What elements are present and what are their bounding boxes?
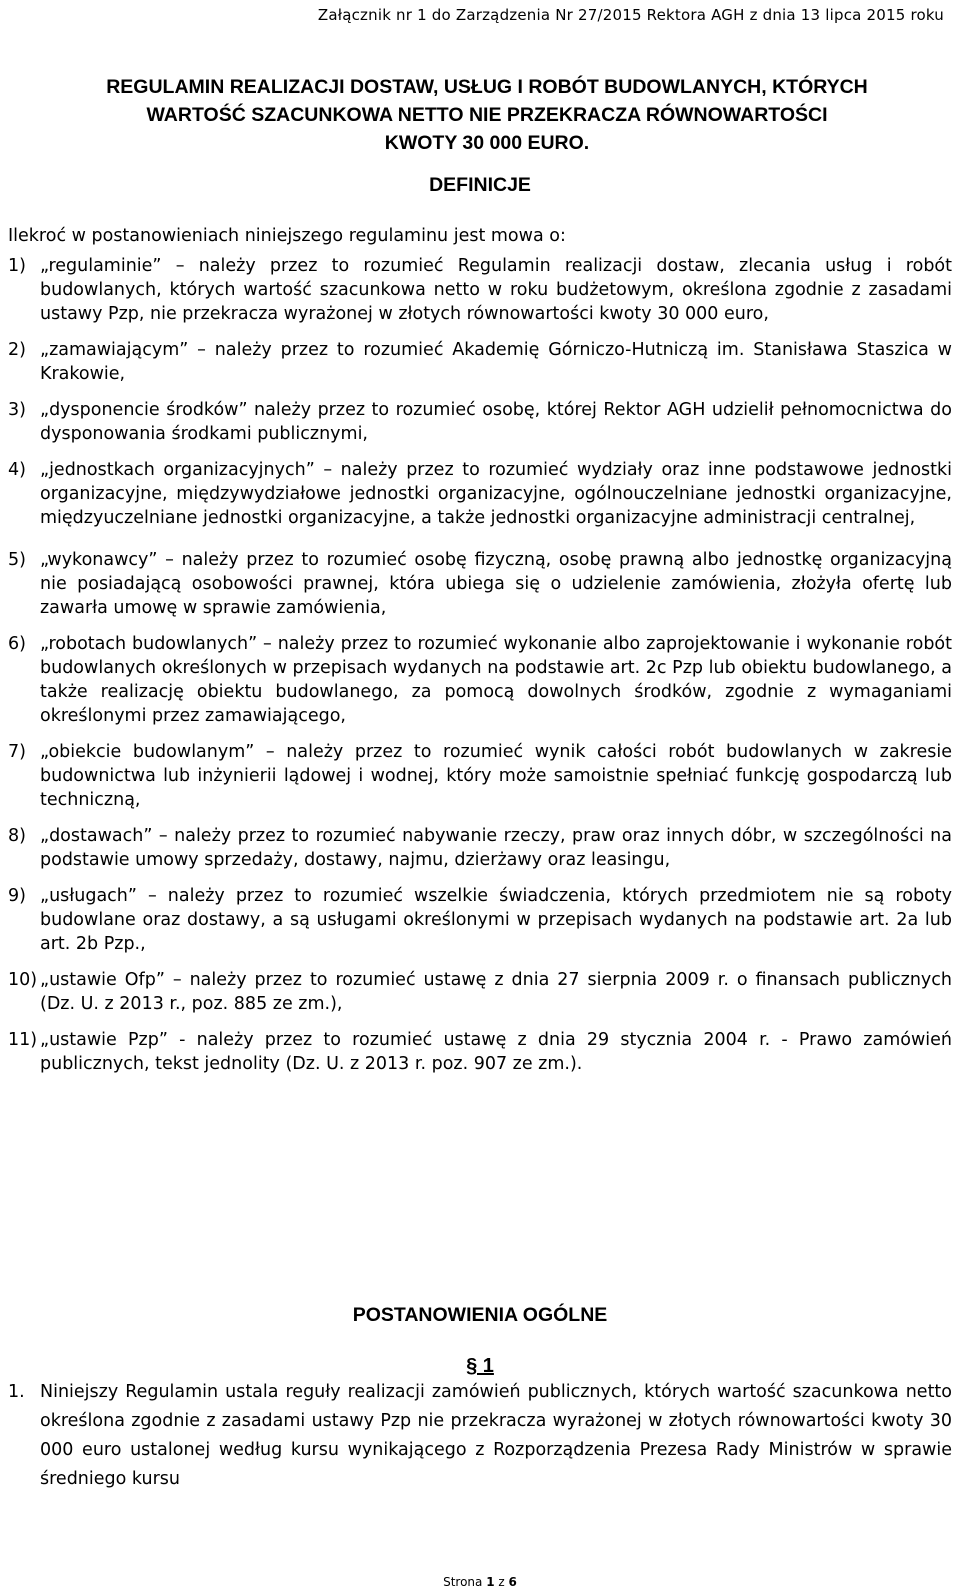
definition-text: „regulaminie” – należy przez to rozumieć Regulamin realizacji dostaw, zlecania usług i robót budowlanych, których wartość szacunkowa netto w roku budżetowym, określona zgodnie z zasadami ustawy Pzp, nie przekracza wyrażonej w złotych równowartości kwoty 30 000 euro, [40, 256, 952, 324]
definition-number: 11) [8, 1030, 38, 1050]
definition-number: 6) [8, 634, 26, 654]
definition-item [8, 458, 952, 530]
definition-item [8, 548, 952, 620]
definition-number: 1) [8, 256, 26, 276]
definitions-intro: Ilekroć w postanowieniach niniejszego regulaminu jest mowa o: [8, 226, 566, 246]
footer-page-number: 1 [486, 1575, 495, 1589]
definition-item [8, 740, 952, 812]
definition-number: 5) [8, 550, 26, 570]
definitions-list [8, 254, 952, 1076]
definition-text: „jednostkach organizacyjnych” – należy przez to rozumieć wydziały oraz inne podstawowe jednostki organizacyjne, międzywydziałowe jednostki organizacyjne, ogólnouczelniane jednostki organizacyjne, międzyuczelniane jednostki organizacyjne, a także jednostki organizacyjne administracji centralnej, [40, 460, 952, 528]
definition-number: 8) [8, 826, 26, 846]
definition-number: 2) [8, 340, 26, 360]
attachment-header-note: Załącznik nr 1 do Zarządzenia Nr 27/2015 Rektora AGH z dnia 13 lipca 2015 roku [317, 6, 944, 24]
definition-item [8, 1028, 952, 1076]
definition-number: 10) [8, 970, 38, 990]
definition-text: „dostawach” – należy przez to rozumieć nabywanie rzeczy, praw oraz innych dóbr, w szczególności na podstawie umowy sprzedaży, dostawy, najmu, dzierżawy oraz leasingu, [40, 826, 952, 870]
definition-number: 4) [8, 460, 26, 480]
definition-item [8, 884, 952, 956]
definition-item [8, 254, 952, 326]
footer-separator: z [498, 1575, 505, 1589]
title-line: WARTOŚĆ SZACUNKOWA NETTO NIE PRZEKRACZA RÓWNOWARTOŚCI [146, 104, 828, 126]
definition-item [8, 824, 952, 872]
definition-text: „ustawie Pzp” - należy przez to rozumieć ustawę z dnia 29 stycznia 2004 r. - Prawo zamówień publicznych, tekst jednolity (Dz. U. z 2013 r. poz. 907 ze zm.). [40, 1030, 952, 1074]
definition-item [8, 398, 952, 446]
section-sign-label: § 1 [466, 1355, 494, 1377]
definition-item [8, 632, 952, 728]
footer-prefix: Strona [443, 1575, 483, 1589]
definition-text: „obiekcie budowlanym” – należy przez to rozumieć wynik całości robót budowlanych w zakresie budownictwa lub inżynierii lądowej i wodnej, który może samoistnie spełniać funkcję gospodarczą lub techniczną, [40, 742, 952, 810]
definition-text: „zamawiającym” – należy przez to rozumieć Akademię Górniczo-Hutniczą im. Stanisława Staszica w Krakowie, [40, 340, 952, 384]
definition-item [8, 338, 952, 386]
section-sign-heading [8, 1355, 952, 1378]
title-line: REGULAMIN REALIZACJI DOSTAW, USŁUG I ROBÓT BUDOWLANYCH, KTÓRYCH [106, 76, 868, 98]
paragraph-1 [8, 1378, 952, 1494]
definitions-heading: DEFINICJE [429, 174, 531, 196]
definition-text: „robotach budowlanych” – należy przez to rozumieć wykonanie albo zaprojektowanie i wykonanie robót budowlanych określonych w przepisach wydanych na podstawie art. 2c Pzp lub obiektu budowlanego, a także realizację obiektu budowlanego, za pomocą dowolnych środków, zgodnie z wymaganiami określonymi przez zamawiającego, [40, 634, 952, 726]
definition-text: „ustawie Ofp” – należy przez to rozumieć ustawę z dnia 27 sierpnia 2009 r. o finansach publicznych (Dz. U. z 2013 r., poz. 885 ze zm.), [40, 970, 952, 1014]
title-line: KWOTY 30 000 EURO. [384, 132, 590, 154]
paragraph-text: Niniejszy Regulamin ustala reguły realizacji zamówień publicznych, których wartość szacunkowa netto określona zgodnie z zasadami ustawy Pzp nie przekracza wyrażonej w złotych równowartości kwoty 30 000 euro ustalonej według kursu wynikającego z Rozporządzenia Prezesa Rady Ministrów w sprawie średniego kursu [40, 1382, 952, 1489]
footer-total-pages: 6 [508, 1575, 517, 1589]
document-title [30, 73, 944, 157]
document-page [8, 0, 952, 1596]
paragraph-number: 1. [8, 1382, 25, 1402]
page-footer [8, 1575, 952, 1589]
definition-number: 3) [8, 400, 26, 420]
definition-item [8, 968, 952, 1016]
definition-number: 9) [8, 886, 26, 906]
definition-text: „wykonawcy” – należy przez to rozumieć osobę fizyczną, osobę prawną albo jednostkę organizacyjną nie posiadającą osobowości prawnej, która ubiega się o udzielenie zamówienia, złożyła ofertę lub zawarła umowę w sprawie zamówienia, [40, 550, 952, 618]
general-provisions-heading: POSTANOWIENIA OGÓLNE [352, 1304, 608, 1326]
definition-text: „dysponencie środków” należy przez to rozumieć osobę, której Rektor AGH udzielił pełnomocnictwa do dysponowania środkami publicznymi, [40, 400, 952, 444]
definition-text: „usługach” – należy przez to rozumieć wszelkie świadczenia, których przedmiotem nie są roboty budowlane oraz dostawy, a są usługami określonymi w przepisach wydanych na podstawie art. 2a lub art. 2b Pzp., [40, 886, 952, 954]
definition-number: 7) [8, 742, 26, 762]
